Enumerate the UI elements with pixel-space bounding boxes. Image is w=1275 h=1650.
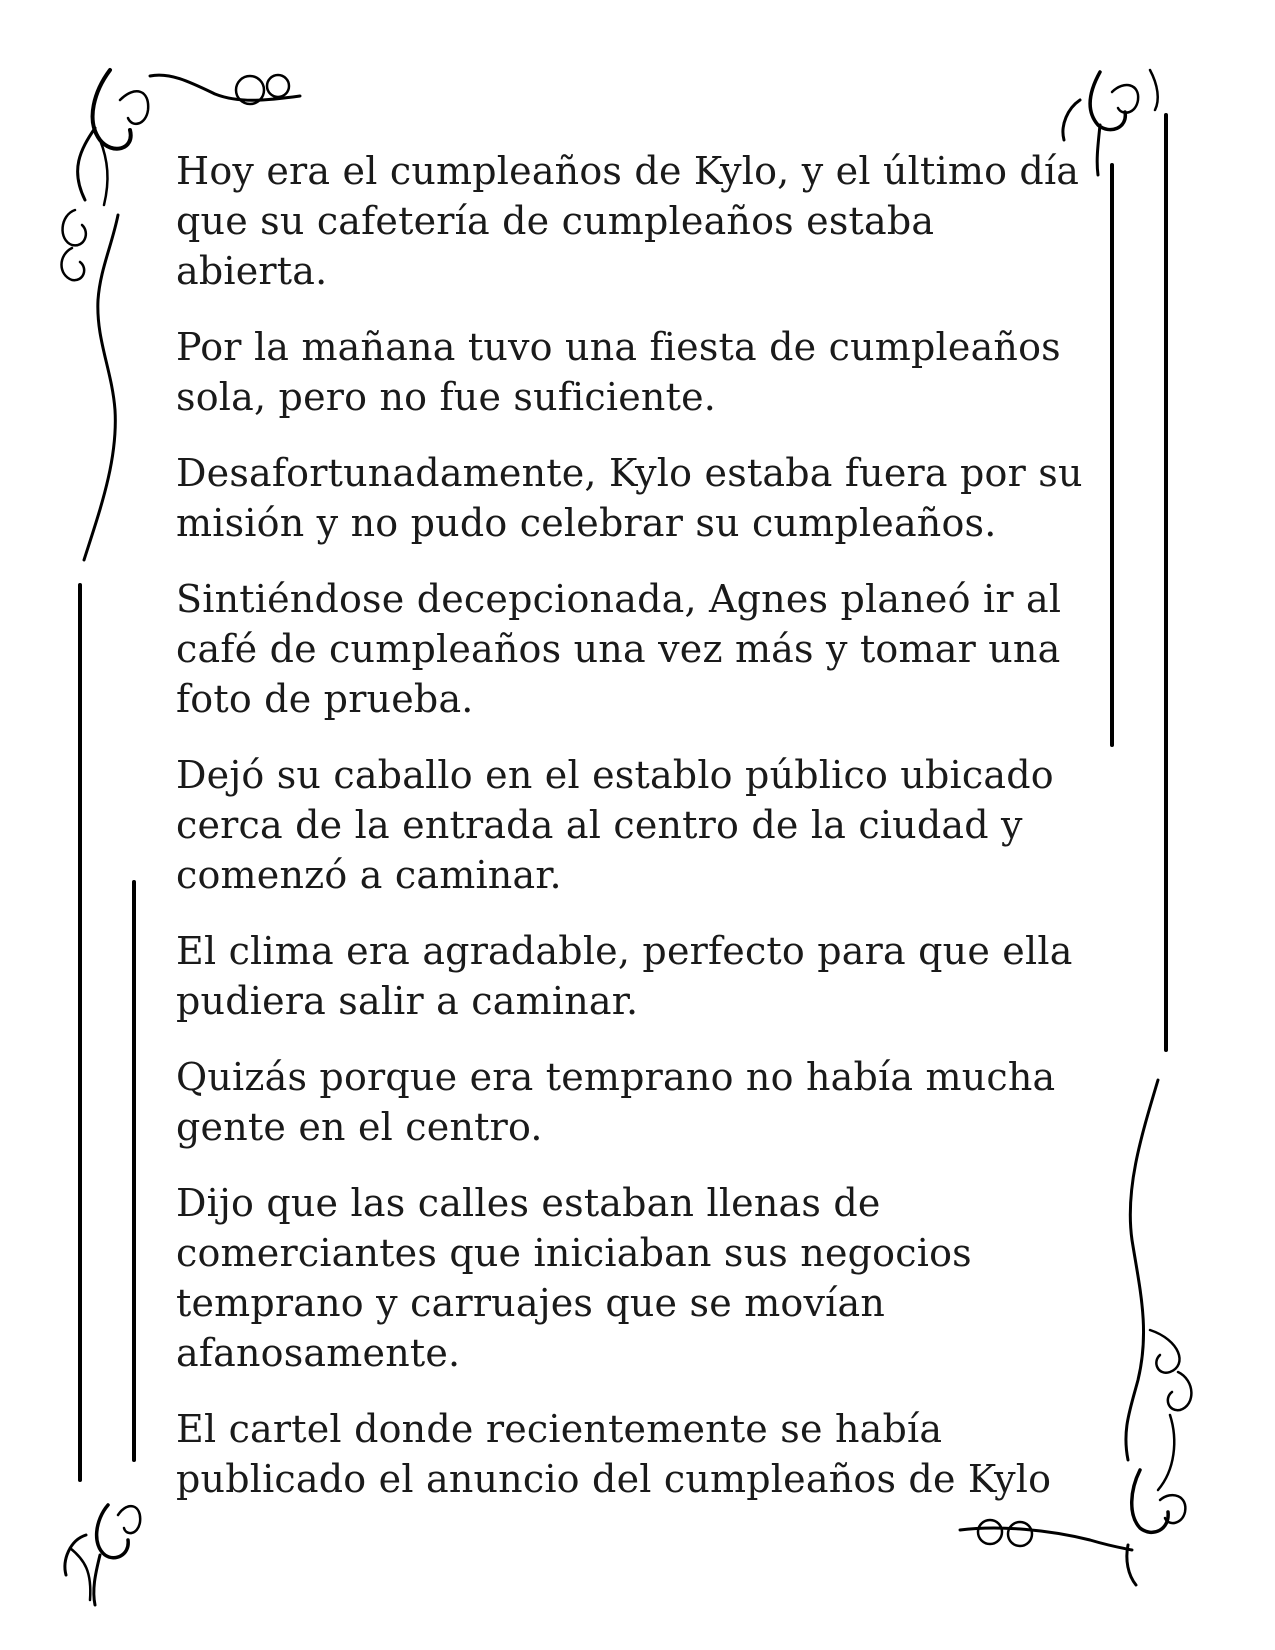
paragraph-2: Por la mañana tuvo una fiesta de cumpleaños sola, pero no fue suficiente. (176, 325, 1061, 419)
paragraph-8: Dijo que las calles estaban llenas de comerciantes que iniciaban sus negocios temprano y carruajes que se movían afanosamente. (176, 1181, 972, 1375)
paragraph-3: Desafortunadamente, Kylo estaba fuera por su misión y no pudo celebrar su cumpleaños. (176, 451, 1083, 545)
story-text (176, 146, 1096, 1530)
paragraph-6: El clima era agradable, perfecto para que ella pudiera salir a caminar. (176, 929, 1073, 1023)
bottom-left-flourish (65, 1505, 140, 1605)
paragraph-4: Sintiéndose decepcionada, Agnes planeó ir al café de cumpleaños una vez más y tomar una foto de prueba. (176, 577, 1062, 721)
paragraph-7: Quizás porque era temprano no había mucha gente en el centro. (176, 1055, 1056, 1149)
paragraph-1: Hoy era el cumpleaños de Kylo, y el último día que su cafetería de cumpleaños estaba abierta. (176, 149, 1080, 293)
paragraph-5: Dejó su caballo en el establo público ubicado cerca de la entrada al centro de la ciudad y comenzó a caminar. (176, 753, 1054, 897)
paragraph-9: El cartel donde recientemente se había publicado el anuncio del cumpleaños de Kylo (176, 1407, 1052, 1501)
